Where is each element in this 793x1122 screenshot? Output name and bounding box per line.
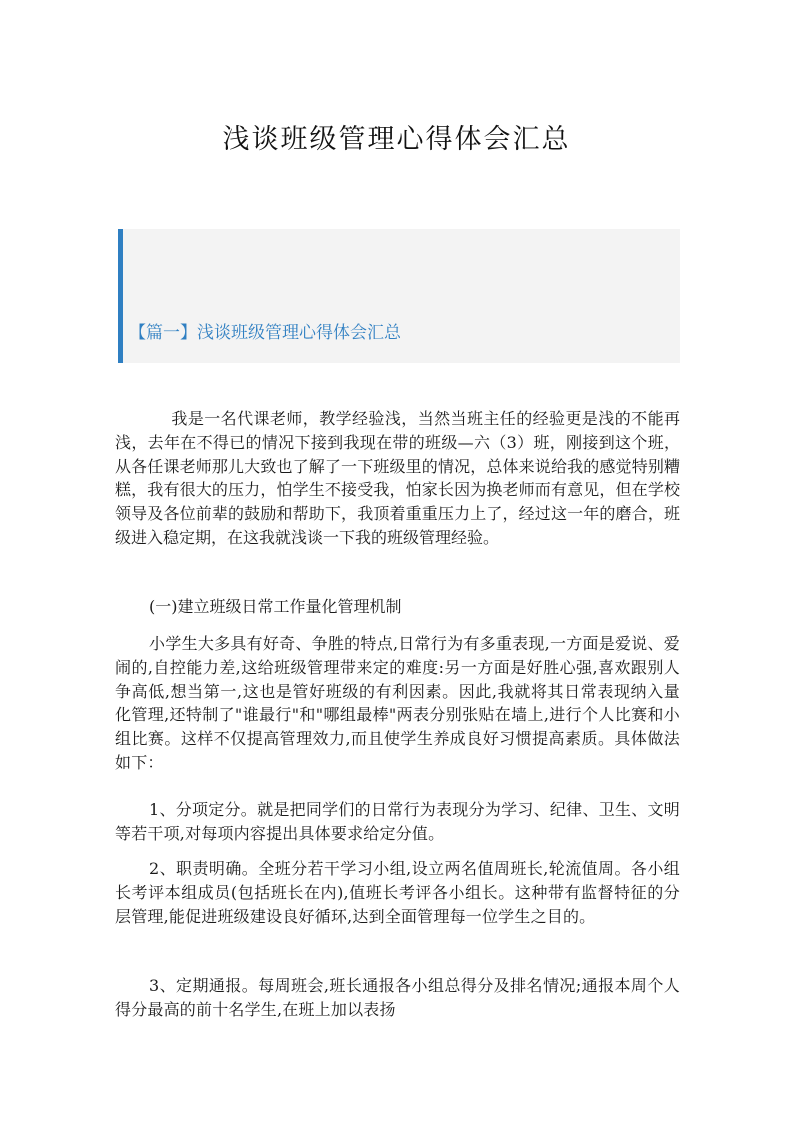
paragraph-subheading-text: (一)建立班级日常工作量化管理机制 (149, 597, 402, 616)
section-heading-box (118, 229, 680, 363)
paragraph-item-1-text: 1、分项定分。就是把同学们的日常行为表现分为学习、纪律、卫生、文明等若干项,对每项内容提出具体要求给定分值。 (115, 800, 680, 843)
paragraph-intro-text: 我是一名代课老师，教学经验浅，当然当班主任的经验更是浅的不能再浅，去年在不得已的情况下接到我现在带的班级—六（3）班，刚接到这个班，从各任课老师那儿大致也了解了一下班级里的情况，总体来说给我的感觉特别糟糕，我有很大的压力，怕学生不接受我，怕家长因为换老师而有意见，但在学校领导及各位前辈的鼓励和帮助下，我顶着重重压力上了，经过这一年的磨合，班级进入稳定期，在这我就浅谈一下我的班级管理经验。 (115, 409, 680, 547)
paragraph-item-2-text: 2、职责明确。全班分若干学习小组,设立两名值周班长,轮流值周。各小组长考评本组成员(包括班长在内),值班长考评各小组长。这种带有监督特征的分层管理,能促进班级建设良好循环,达到全面管理每一位学生之目的。 (115, 859, 680, 926)
paragraph-item-3-text: 3、定期通报。每周班会,班长通报各小组总得分及排名情况;通报本周个人得分最高的前十名学生,在班上加以表扬 (115, 976, 680, 1019)
paragraph-item-3 (115, 974, 680, 1022)
paragraph-management-text: 小学生大多具有好奇、争胜的特点,日常行为有多重表现,一方面是爱说、爱闹的,自控能力差,这给班级管理带来定的难度:另一方面是好胜心强,喜欢跟别人争高低,想当第一,这也是管好班级的有利因素。因此,我就将其日常表现纳入量化管理,还特制了"谁最行"和"哪组最棒"两表分别张贴在墙上,进行个人比赛和小组比赛。这样不仅提高管理效力,而且使学生养成良好习惯提高素质。具体做法如下： (115, 634, 680, 772)
document-title: 浅谈班级管理心得体会汇总 (222, 124, 571, 155)
paragraph-item-2 (115, 857, 680, 928)
section-heading: 【篇一】浅谈班级管理心得体会汇总 (129, 323, 401, 343)
paragraph-item-1 (115, 798, 680, 846)
paragraph-intro (115, 407, 680, 550)
paragraph-subheading (115, 595, 680, 619)
paragraph-management (115, 632, 680, 775)
